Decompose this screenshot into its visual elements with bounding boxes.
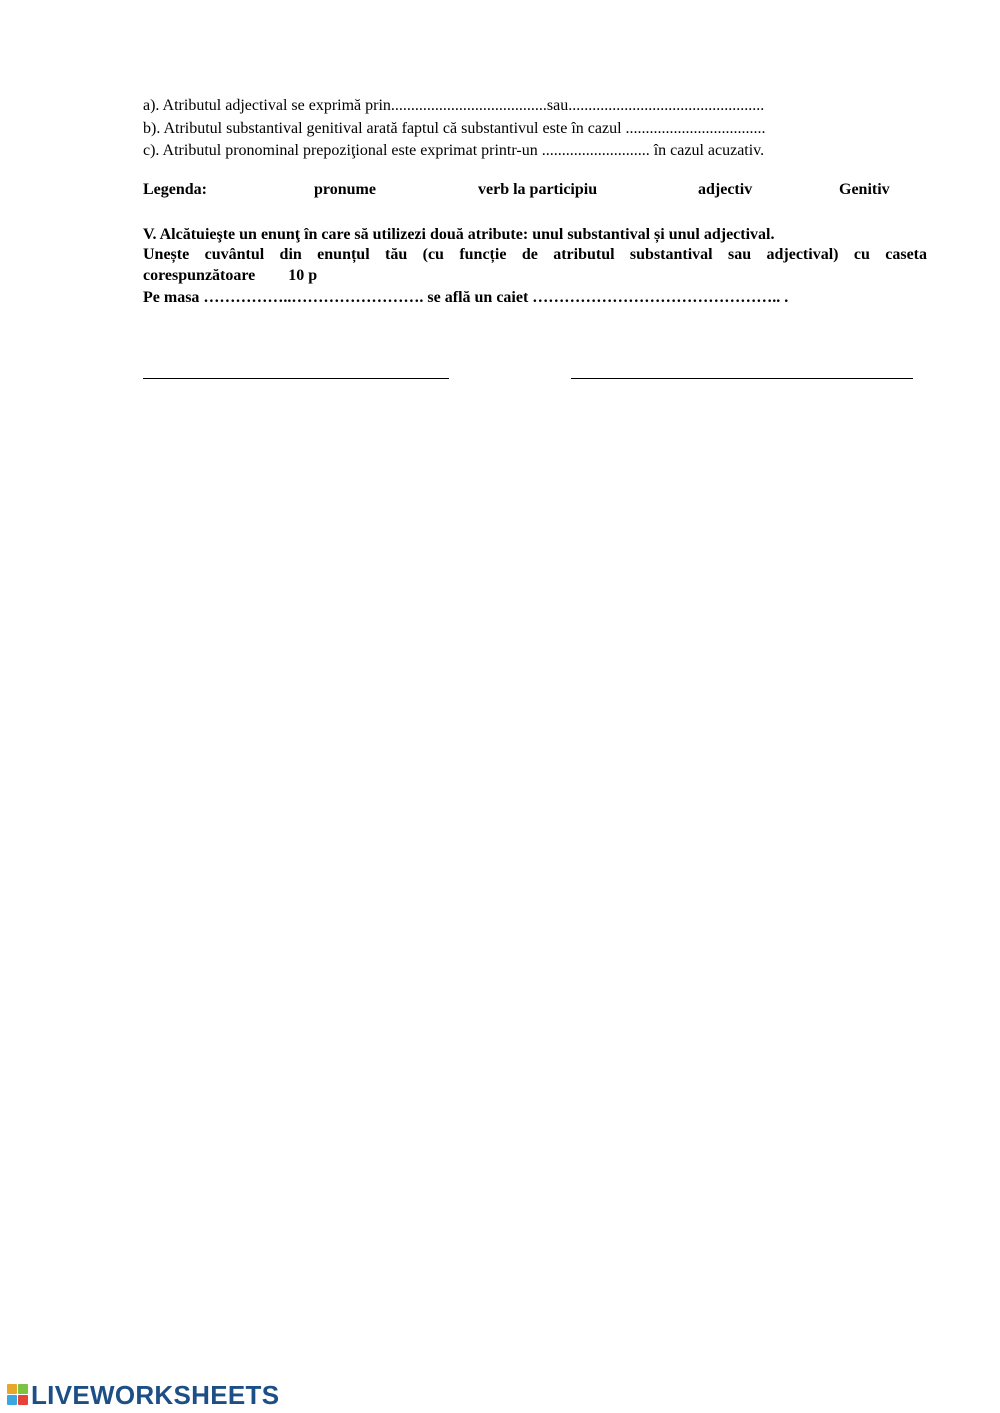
exercise-v-title: V. Alcătuieşte un enunţ în care să utilizezi două atribute: unul substantival și unul adjectival. (143, 226, 775, 243)
legend-word-adjectiv[interactable]: adjectiv (698, 181, 753, 198)
legend-word-verb-participiu[interactable]: verb la participiu (478, 181, 598, 198)
legend-word-pronume[interactable]: pronume (314, 181, 376, 198)
item-a: a). Atributul adjectival se exprimă prin.......................................sau................................................. (143, 97, 765, 114)
legend-label: Legenda: (143, 181, 207, 198)
answer-box-right[interactable] (571, 378, 913, 379)
legend (143, 181, 903, 203)
item-b: b). Atributul substantival genitival arată faptul că substantivul este în cazul ................................... (143, 120, 766, 137)
exercise-v-instruction: Unește cuvântul din enunțul tău (cu funcție de atributul substantival sau adjectival) cu caseta (143, 246, 927, 263)
exercise-v-instruction-end (143, 266, 927, 286)
instruction-end-text: corespunzătoare (143, 267, 256, 284)
item-c: c). Atributul pronominal prepoziţional este exprimat printr-un ........................... în cazul acuzativ. (143, 142, 765, 159)
liveworksheets-logo-icon (7, 1384, 29, 1406)
points-label: 10 p (288, 267, 318, 284)
answer-box-left[interactable] (143, 378, 449, 379)
logo-text: LIVEWORKSHEETS (31, 1380, 280, 1410)
exercise-v-sentence: Pe masa ……………..……………………. se află un caiet ……………………………………….. . (143, 289, 789, 306)
legend-word-genitiv[interactable]: Genitiv (839, 181, 890, 198)
liveworksheets-logo (7, 1381, 279, 1409)
